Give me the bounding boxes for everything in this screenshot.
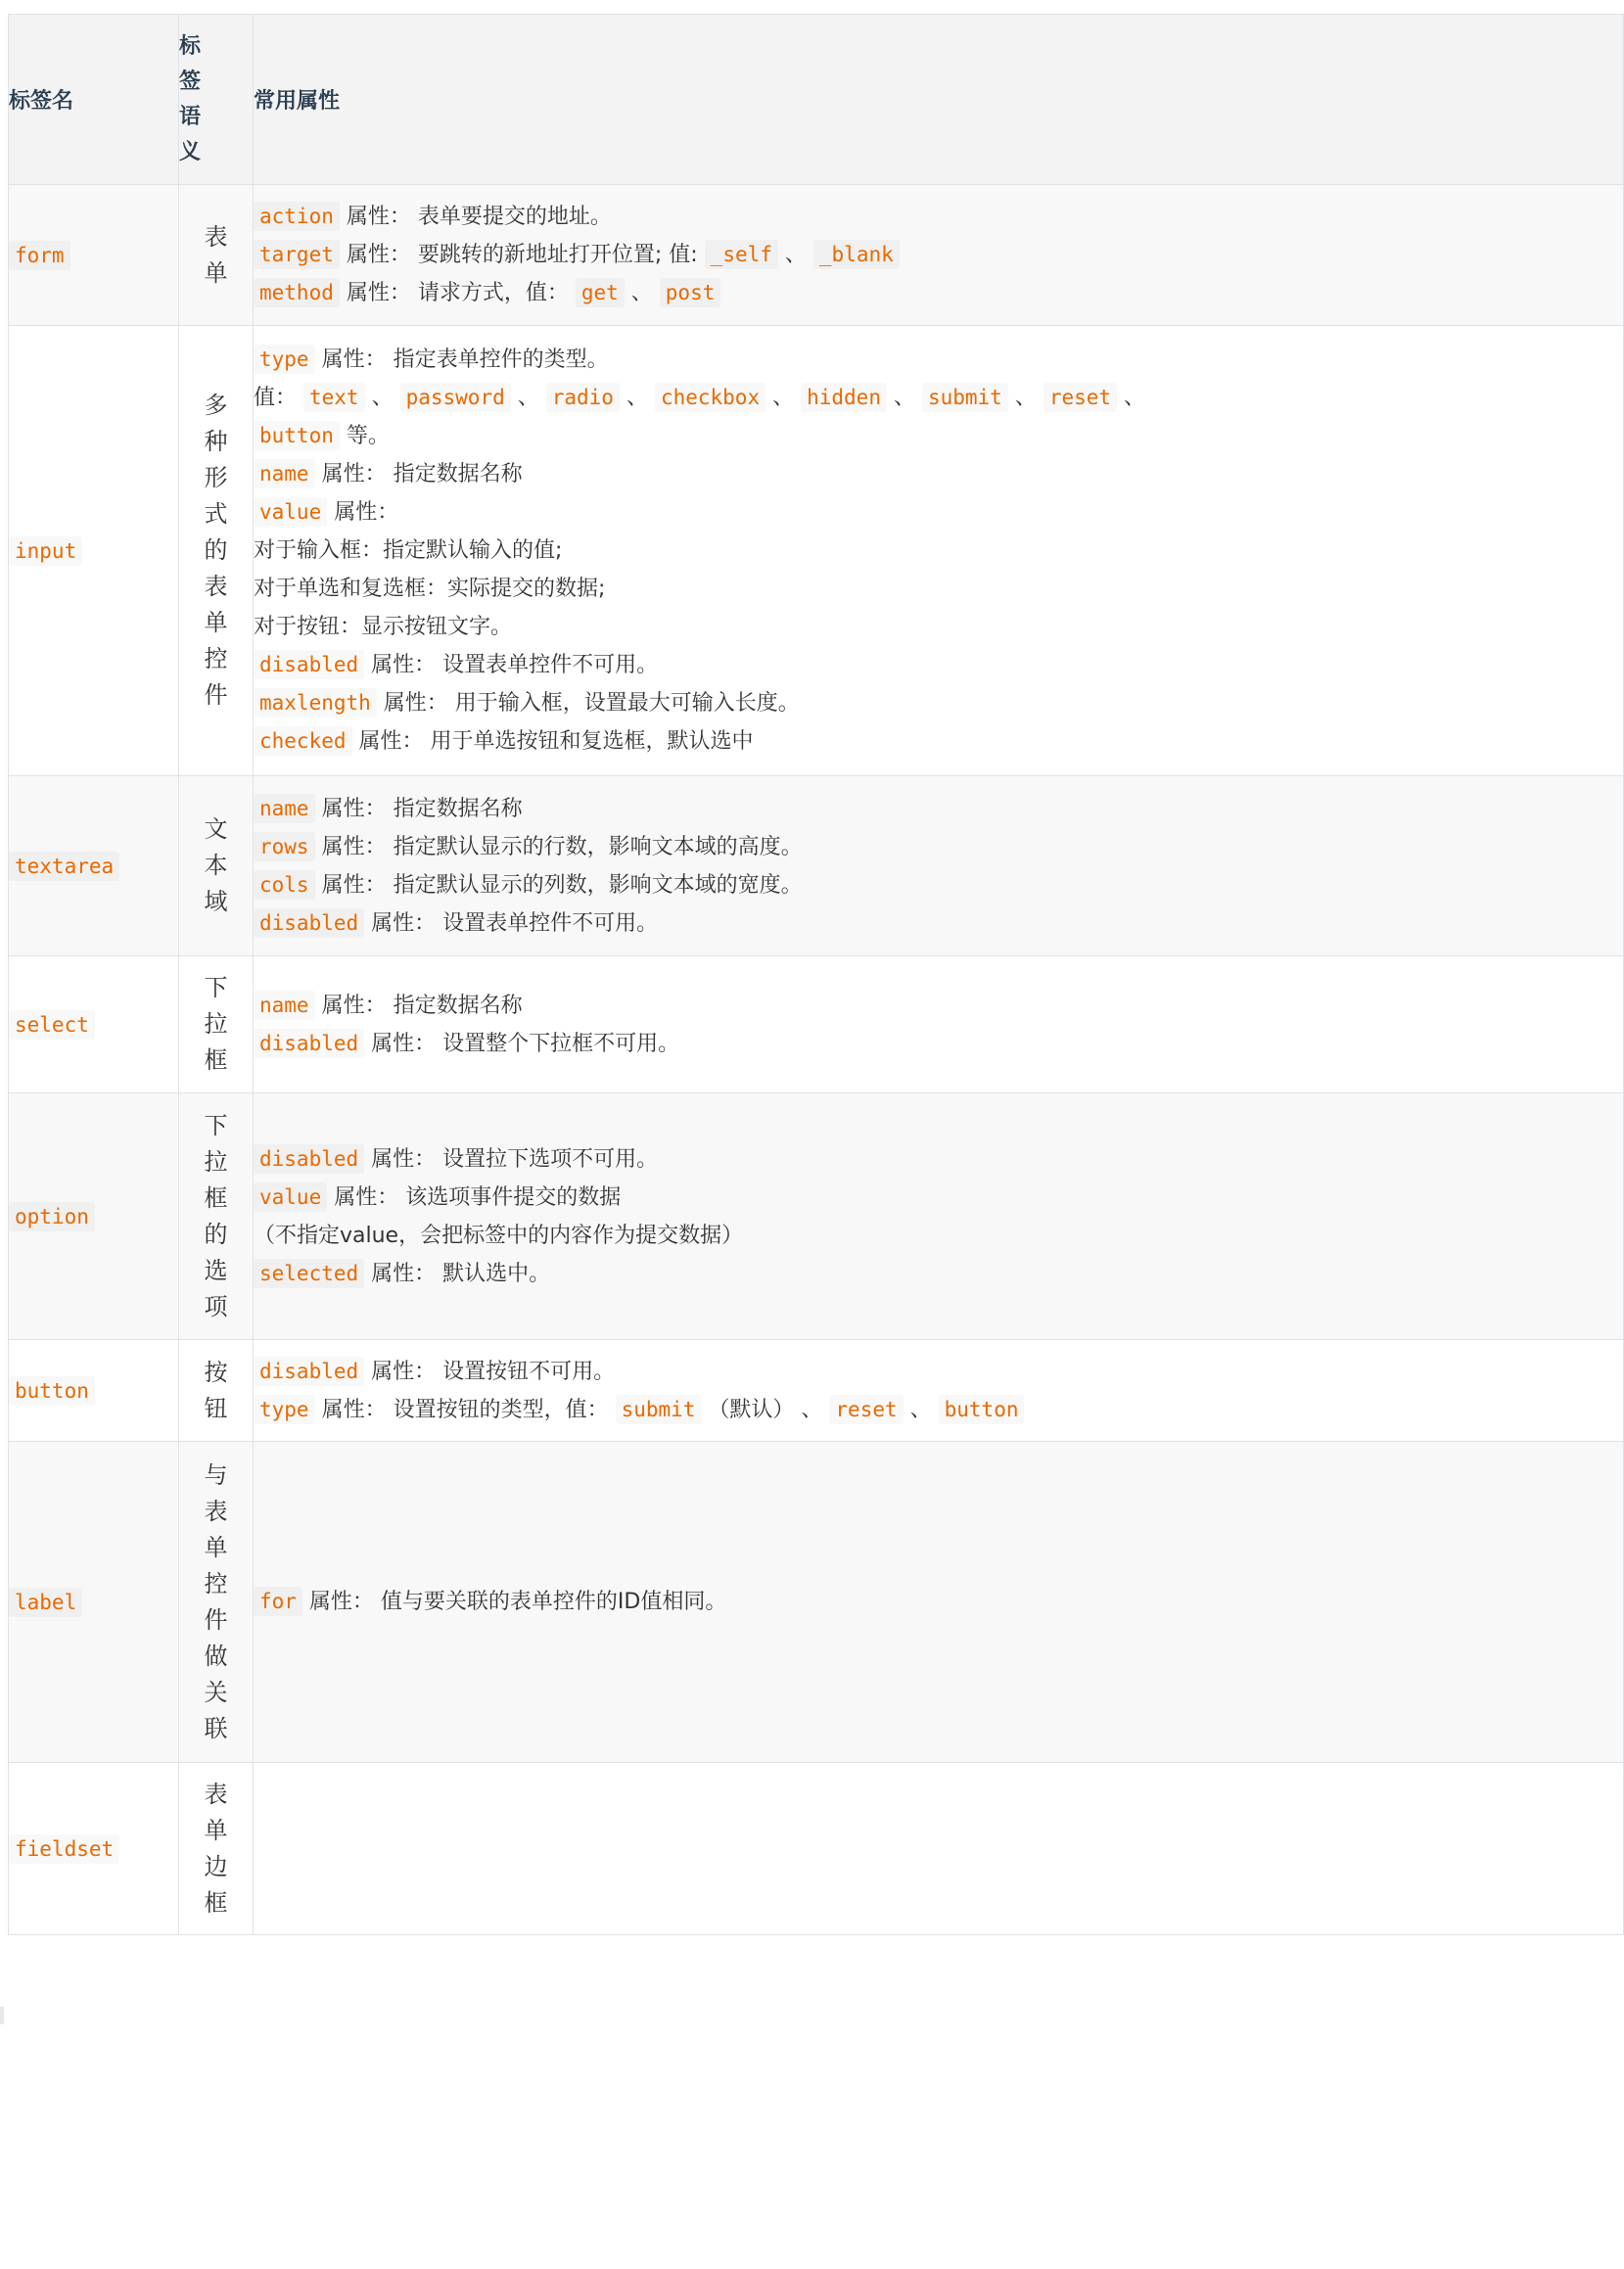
- attribute-code: disabled: [254, 650, 364, 679]
- attribute-text: 、: [903, 1397, 939, 1422]
- semantic-char: 框: [204, 1046, 228, 1074]
- attribute-text: 、: [510, 386, 546, 410]
- semantic-char: 的: [204, 1220, 228, 1248]
- tag-attributes-cell: [254, 956, 1624, 1093]
- attribute-text: 属性： 指定默认显示的列数，影响文本域的宽度。: [314, 872, 803, 898]
- attribute-code: _self: [705, 240, 778, 269]
- attribute-line: [254, 790, 1623, 828]
- tag-name-cell: [9, 1763, 179, 1935]
- semantic-char: 单: [204, 1816, 228, 1844]
- attribute-text: 、: [624, 281, 660, 305]
- semantic-char: 框: [204, 1888, 228, 1917]
- semantic-char: 按: [204, 1358, 228, 1386]
- attribute-line: [254, 1583, 1623, 1621]
- attribute-text: 属性： 指定数据名称: [314, 462, 523, 486]
- attribute-line: [254, 684, 1623, 722]
- attribute-text: 属性： 要跳转的新地址打开位置; 值:: [339, 243, 705, 267]
- html-form-tags-table: [8, 14, 1624, 1935]
- attribute-text: 属性： 指定默认显示的行数，影响文本域的高度。: [314, 834, 803, 859]
- attribute-line: [254, 341, 1623, 379]
- attribute-line: [254, 1179, 1623, 1217]
- attribute-code: reset: [829, 1395, 903, 1424]
- attribute-text: 值：: [254, 386, 303, 410]
- semantic-char: 做: [204, 1642, 228, 1670]
- header-tag-name: 标签名: [9, 15, 179, 185]
- attribute-line: [254, 236, 1623, 274]
- attribute-line: [254, 532, 1623, 570]
- table-scroll-container[interactable]: [8, 14, 1146, 1936]
- attribute-code: name: [254, 991, 315, 1020]
- attribute-line: [254, 646, 1623, 684]
- semantic-char: 单: [204, 258, 228, 287]
- semantic-char: 本: [204, 852, 228, 879]
- attribute-line: [254, 1025, 1623, 1063]
- attribute-line: [254, 274, 1623, 312]
- attribute-code: action: [254, 202, 340, 231]
- semantic-char: 种: [204, 428, 228, 455]
- tag-name-code: select: [9, 1010, 95, 1040]
- tag-semantic-cell: [179, 1442, 254, 1763]
- tag-name-cell: [9, 185, 179, 326]
- attribute-line: [254, 1255, 1623, 1293]
- tag-semantic-cell: [179, 326, 254, 776]
- table-row: [9, 1442, 1624, 1763]
- attribute-text: 等。: [339, 424, 390, 448]
- attribute-line: [254, 493, 1623, 532]
- attribute-text: 属性： 设置整个下拉框不可用。: [364, 1031, 680, 1056]
- attribute-text: 、: [886, 386, 922, 410]
- table-row: [9, 776, 1624, 956]
- attribute-text: 属性： 该选项事件提交的数据: [327, 1184, 622, 1210]
- attribute-line: [254, 828, 1623, 866]
- tag-semantic-cell: [179, 1340, 254, 1442]
- attribute-text: 属性：: [327, 500, 399, 525]
- table-header-row: [9, 15, 1624, 185]
- attribute-code: checked: [254, 726, 352, 756]
- tag-semantic-cell: [179, 1763, 254, 1935]
- tag-name-code: option: [9, 1202, 95, 1231]
- attribute-code: name: [254, 459, 315, 488]
- attribute-text: 属性： 值与要关联的表单控件的ID值相同。: [302, 1590, 727, 1614]
- attribute-code: value: [254, 497, 327, 527]
- semantic-char: 与: [204, 1460, 228, 1489]
- attribute-text: 属性： 指定数据名称: [314, 993, 523, 1018]
- attribute-line: [254, 904, 1623, 943]
- semantic-char: 表: [204, 573, 228, 600]
- semantic-char: 件: [204, 1605, 228, 1634]
- attribute-line: [254, 379, 1623, 417]
- attribute-code: radio: [546, 383, 620, 412]
- tag-attributes-cell: [254, 1763, 1624, 1935]
- attribute-code: get: [576, 278, 625, 307]
- semantic-char: 单: [204, 1533, 228, 1561]
- attribute-line: [254, 417, 1623, 455]
- attribute-code: submit: [922, 383, 1008, 412]
- attribute-code: text: [303, 383, 365, 412]
- tag-attributes-cell: [254, 185, 1624, 326]
- header-semantic-char: 义: [179, 139, 202, 164]
- tag-name-cell: [9, 776, 179, 956]
- attribute-text: 、: [619, 386, 655, 410]
- semantic-char: 下: [204, 1111, 228, 1139]
- tag-attributes-cell: [254, 1442, 1624, 1763]
- semantic-char: 关: [204, 1678, 228, 1706]
- attribute-code: for: [254, 1587, 302, 1616]
- tag-name-code: input: [9, 536, 82, 566]
- attribute-code: submit: [616, 1395, 702, 1424]
- tag-name-cell: [9, 1093, 179, 1340]
- semantic-char: 选: [204, 1256, 228, 1284]
- attribute-code: post: [660, 278, 721, 307]
- tag-name-cell: [9, 326, 179, 776]
- tag-name-cell: [9, 1340, 179, 1442]
- attribute-line: [254, 198, 1623, 236]
- semantic-char: 项: [204, 1292, 228, 1320]
- attribute-text: （默认） 、: [701, 1397, 830, 1422]
- header-semantic-char: 语: [179, 104, 202, 129]
- attribute-text: 属性： 默认选中。: [364, 1261, 551, 1286]
- tag-attributes-cell: [254, 776, 1624, 956]
- attribute-text: 属性： 指定数据名称: [314, 796, 523, 821]
- tag-name-code: label: [9, 1588, 82, 1617]
- table-row: [9, 326, 1624, 776]
- attribute-code: rows: [254, 832, 315, 861]
- header-semantic-char: 标: [179, 33, 202, 59]
- header-semantic-char: 签: [179, 69, 202, 94]
- semantic-char: 联: [204, 1714, 228, 1742]
- attribute-text: 属性： 指定表单控件的类型。: [314, 347, 609, 372]
- attribute-text: 、: [766, 386, 802, 410]
- attribute-code: _blank: [813, 240, 900, 269]
- attribute-line: [254, 1140, 1623, 1179]
- semantic-char: 域: [204, 888, 228, 915]
- attribute-text: 属性： 设置按钮的类型，值：: [314, 1397, 616, 1422]
- attribute-text: 、: [777, 243, 813, 267]
- next-section-heading-clipped: [29, 2220, 245, 2246]
- attribute-line: [254, 987, 1623, 1025]
- semantic-char: 下: [204, 974, 228, 1001]
- attribute-code: target: [254, 240, 340, 269]
- tag-name-cell: [9, 1442, 179, 1763]
- attribute-code: name: [254, 794, 315, 823]
- semantic-char: 多: [204, 392, 228, 419]
- tag-name-code: form: [9, 241, 70, 270]
- semantic-char: 拉: [204, 1010, 228, 1038]
- tag-name-cell: [9, 956, 179, 1093]
- attribute-code: type: [254, 1395, 315, 1424]
- table-row: [9, 185, 1624, 326]
- attribute-code: disabled: [254, 1144, 364, 1174]
- header-tag-semantic: [179, 15, 254, 185]
- tag-semantic-cell: [179, 776, 254, 956]
- attribute-code: checkbox: [655, 383, 766, 412]
- tag-attributes-cell: [254, 326, 1624, 776]
- attribute-text: 属性： 用于单选按钮和复选框，默认选中: [351, 729, 754, 754]
- semantic-char: 边: [204, 1852, 228, 1880]
- attribute-code: cols: [254, 870, 315, 900]
- attribute-code: value: [254, 1182, 327, 1212]
- semantic-char: 表: [204, 222, 228, 251]
- semantic-char: 控: [204, 1569, 228, 1598]
- attribute-code: selected: [254, 1259, 364, 1288]
- tag-attributes-cell: [254, 1340, 1624, 1442]
- semantic-char: 框: [204, 1183, 228, 1212]
- attribute-code: reset: [1044, 383, 1117, 412]
- attribute-line: [254, 866, 1623, 904]
- attribute-code: maxlength: [254, 688, 377, 718]
- attribute-code: hidden: [801, 383, 887, 412]
- semantic-char: 形: [204, 464, 228, 491]
- attribute-text: 、: [364, 386, 400, 410]
- tag-semantic-cell: [179, 956, 254, 1093]
- semantic-char: 文: [204, 815, 228, 843]
- scrollbar-fragment: [0, 2007, 4, 2024]
- attribute-line: [254, 722, 1623, 761]
- semantic-char: 表: [204, 1780, 228, 1808]
- tag-semantic-cell: [179, 185, 254, 326]
- attribute-line: [254, 1353, 1623, 1391]
- attribute-text: 属性： 设置表单控件不可用。: [364, 910, 659, 936]
- semantic-char: 钮: [204, 1394, 228, 1422]
- semantic-char: 的: [204, 536, 228, 564]
- semantic-char: 式: [204, 500, 228, 528]
- attribute-text: 属性： 设置按钮不可用。: [364, 1359, 616, 1384]
- attribute-code: disabled: [254, 1357, 364, 1386]
- table-row: [9, 956, 1624, 1093]
- semantic-char: 表: [204, 1497, 228, 1525]
- attribute-text: 对于输入框：指定默认输入的值;: [254, 538, 563, 563]
- attribute-text: 属性： 设置表单控件不可用。: [364, 653, 659, 677]
- attribute-text: 属性： 请求方式，值：: [339, 281, 576, 305]
- table-row: [9, 1093, 1624, 1340]
- attribute-line: [254, 570, 1623, 608]
- attribute-code: button: [939, 1395, 1025, 1424]
- attribute-text: 对于单选和复选框：实际提交的数据;: [254, 577, 606, 601]
- semantic-char: 件: [204, 681, 228, 709]
- attribute-text: 属性： 设置拉下选项不可用。: [364, 1146, 659, 1172]
- attribute-text: 、: [1117, 386, 1146, 410]
- table-row: [9, 1763, 1624, 1935]
- semantic-char: 拉: [204, 1147, 228, 1176]
- attribute-text: 属性： 用于输入框，设置最大可输入长度。: [376, 691, 800, 716]
- attribute-code: disabled: [254, 908, 364, 938]
- semantic-char: 控: [204, 645, 228, 672]
- attribute-code: type: [254, 345, 315, 374]
- attribute-line: [254, 1391, 1623, 1429]
- tag-name-code: button: [9, 1376, 95, 1406]
- attribute-code: method: [254, 278, 340, 307]
- attribute-text: 对于按钮：显示按钮文字。: [254, 615, 513, 639]
- attribute-line: [254, 1217, 1623, 1255]
- attribute-line: [254, 608, 1623, 646]
- attribute-text: （不指定value，会把标签中的内容作为提交数据）: [254, 1223, 744, 1248]
- header-attributes: 常用属性: [254, 15, 1624, 185]
- table-row: [9, 1340, 1624, 1442]
- attribute-text: 、: [1007, 386, 1044, 410]
- tag-attributes-cell: [254, 1093, 1624, 1340]
- attribute-code: password: [400, 383, 511, 412]
- semantic-char: 单: [204, 609, 228, 636]
- tag-name-code: textarea: [9, 852, 119, 881]
- attribute-text: 属性： 表单要提交的地址。: [339, 205, 612, 229]
- tag-name-code: fieldset: [9, 1834, 119, 1864]
- attribute-code: disabled: [254, 1029, 364, 1058]
- attribute-code: button: [254, 421, 340, 450]
- tag-semantic-cell: [179, 1093, 254, 1340]
- attribute-line: [254, 455, 1623, 493]
